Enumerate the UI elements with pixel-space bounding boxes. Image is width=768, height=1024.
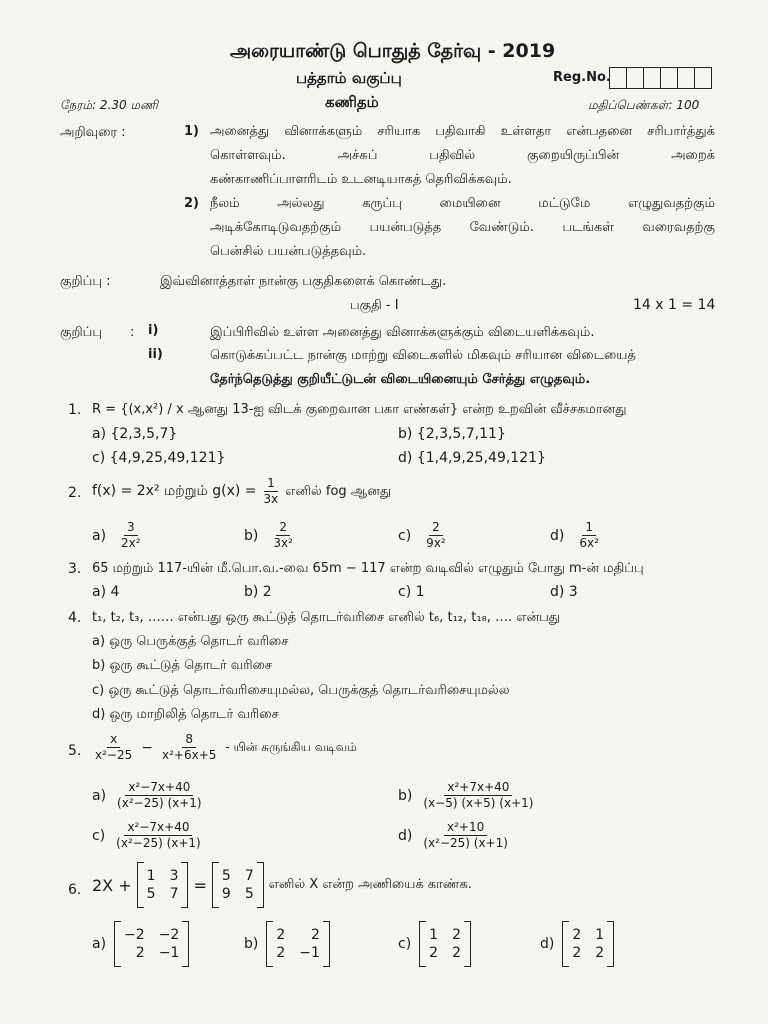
exam-title: அரையாண்டு பொதுத் தேர்வு - 2019 [230,40,556,62]
q4-option-b: b) ஒரு கூட்டுத் தொடர் வரிசை [92,658,273,673]
q1-option-d: d) {1,4,9,25,49,121} [398,450,546,466]
instruction-1-line-3: கண்காணிப்பாளரிடம் உடனடியாகத் தெரிவிக்கவும். [210,172,512,187]
q2-option-a-label: a) [92,527,107,544]
q3-option-c: c) 1 [398,584,425,600]
q5-stem [92,732,357,763]
q6-option-c-label: c) [398,936,412,952]
q6-option-a-cell: −2 [124,927,145,943]
q6-option-b-cell: 2 [276,945,286,961]
q5-f1-denominator: x²−25 [95,748,133,762]
q2-option-c-numerator: 2 [429,520,443,536]
q2-option-b-label: b) [244,527,259,544]
q2-option-a-fraction [118,520,144,551]
instruction-1-number: 1) [184,124,199,139]
q6-option-a-label: a) [92,936,107,952]
q5-option-d-label: d) [398,827,413,844]
q6-option-d-label: d) [540,936,555,952]
part-title: பகுதி - I [350,298,399,313]
q5-option-c-denominator: (x²−25) (x+1) [116,836,201,850]
reg-no-boxes[interactable] [609,67,712,89]
q6-matrix-1 [137,862,189,908]
q1-number: 1. [68,402,82,418]
q5-f1-numerator: x [107,732,120,748]
q5-option-b-fraction [420,780,536,811]
q6-option-d-cell: 2 [572,945,582,961]
q2-frac-numerator: 1 [264,476,278,492]
q5-option-d-denominator: (x²−25) (x+1) [423,836,508,850]
q6-m2-cell: 7 [244,868,254,884]
instruction-1-line-1: அனைத்து வினாக்களும் சரியாக பதிவாகி உள்ளதா என்பதனை சரிபார்த்துக் [210,124,715,139]
q2-option-b-denominator: 3x² [273,536,293,550]
q6-option-a-cell: −1 [158,945,180,961]
q2-frac-denominator: 3x [263,492,279,506]
note-label: குறிப்பு : [60,274,111,289]
q5-option-d [398,820,511,851]
q6-stem [92,862,472,908]
q6-option-d-matrix [562,921,614,967]
q5-option-a-denominator: (x²−25) (x+1) [117,796,202,810]
q2-post: எனில் fog ஆனது [285,483,392,499]
instructions-label: அறிவுரை : [60,125,126,140]
q6-pre: 2X + [92,875,132,895]
q5-option-c-fraction [113,820,204,851]
q5-fraction-1 [92,732,135,763]
q2-option-c-label: c) [398,527,412,544]
q2-pre: f(x) = 2x² மற்றும் g(x) = [92,482,257,499]
q5-option-d-fraction [420,820,511,851]
q6-option-b-matrix [266,921,330,967]
instruction-2 [210,192,715,264]
q5-option-b-label: b) [398,787,413,804]
instruction-2-line-3: பென்சில் பயன்படுத்தவும். [210,244,367,259]
q1-option-a: a) {2,3,5,7} [92,426,178,442]
q2-fraction [261,476,282,507]
q5-option-a [92,780,205,811]
q6-m1-cell: 1 [146,868,156,884]
q3-number: 3. [68,561,82,577]
q6-option-a [92,921,189,967]
q2-option-a-numerator: 3 [124,520,138,536]
q2-option-a-denominator: 2x² [121,536,141,550]
q6-m2-cell: 5 [221,868,231,884]
q5-f2-denominator: x²+6x+5 [161,748,217,762]
q6-equals: = [193,875,207,895]
q5-fraction-2 [159,732,219,763]
q5-option-a-fraction [114,780,205,811]
q2-option-b-numerator: 2 [276,520,290,536]
q6-option-a-cell: 2 [135,945,145,961]
part-note-label: குறிப்பு [60,325,103,340]
q2-option-d [550,520,602,551]
q4-text: t₁, t₂, t₃, …… என்பது ஒரு கூட்டுத் தொடர்வரிசை எனில் t₆, t₁₂, t₁₈, …. என்பது [92,610,561,625]
max-marks: மதிப்பெண்கள்: 100 [588,98,700,112]
q2-option-c-denominator: 9x² [426,536,446,550]
q5-f2-numerator: 8 [182,732,196,748]
exam-time: நேரம்: 2.30 மணி [60,98,158,112]
q5-number: 5. [68,743,82,759]
q5-option-c-label: c) [92,827,106,844]
q6-matrix-2 [212,862,264,908]
q6-option-c-cell: 1 [429,927,439,943]
q5-option-b [398,780,536,811]
q2-number: 2. [68,485,82,501]
part-note-2-line-1: கொடுக்கப்பட்ட நான்கு மாற்று விடைகளில் மிகவும் சரியான விடையைத் [210,348,636,363]
q6-option-d-cell: 2 [572,927,582,943]
q4-number: 4. [68,610,82,626]
q6-m1-cell: 7 [169,886,179,902]
part-note-2 [210,344,715,392]
q5-option-c-numerator: x²−7x+40 [124,820,192,836]
instruction-1 [210,120,715,192]
q4-option-d: d) ஒரு மாறிலித் தொடர் வரிசை [92,707,279,722]
part-note-2-number: ii) [148,347,163,362]
q2-option-a [92,520,144,551]
q5-option-c [92,820,204,851]
reg-no-label: Reg.No. [553,70,611,85]
q4-option-c: c) ஒரு கூட்டுத் தொடர்வரிசையுமல்ல, பெருக்குத் தொடர்வரிசையுமல்ல [92,683,510,698]
instruction-2-line-2: அடிக்கோடிடுவதற்கும் பயன்படுத்த வேண்டும். படங்கள் வரைவதற்கு [210,220,715,235]
q6-option-c-matrix [419,921,471,967]
q4-option-a: a) ஒரு பெருக்குத் தொடர் வரிசை [92,634,289,649]
q1-text: R = {(x,x²) / x ஆனது 13-ஐ விடக் குறைவான பகா எண்கள்} என்ற உறவின் வீச்சகமானது [92,402,627,417]
part-note-1-number: i) [148,323,159,338]
q3-option-a: a) 4 [92,584,120,600]
q6-option-a-cell: −2 [158,927,180,943]
instruction-2-line-1: நீலம் அல்லது கருப்பு மையினை மட்டுமே எழுதுவதற்கும் [210,196,715,211]
q6-option-c-cell: 2 [452,945,462,961]
q5-option-d-numerator: x²+10 [444,820,487,836]
q6-option-c [398,921,471,967]
q3-option-b: b) 2 [244,584,272,600]
subject-name: கணிதம் [325,93,379,111]
q6-option-c-cell: 2 [452,927,462,943]
q6-number: 6. [68,882,82,898]
q6-option-b-cell: −1 [299,945,320,961]
class-name: பத்தாம் வகுப்பு [296,69,402,87]
q6-post: எனில் X என்ற அணியைக் காண்க. [268,877,472,892]
part-note-colon: : [130,325,135,340]
q2-option-d-denominator: 6x² [579,536,599,550]
q6-m1-cell: 3 [169,868,179,884]
q6-option-d [540,921,614,967]
q6-option-b [244,921,330,967]
q2-stem [92,476,391,507]
q1-option-b: b) {2,3,5,7,11} [398,426,506,442]
q5-option-a-numerator: x²−7x+40 [125,780,193,796]
q6-option-d-cell: 1 [595,927,605,943]
q3-option-d: d) 3 [550,584,578,600]
q5-operator: − [141,739,153,756]
q2-option-b [244,520,296,551]
q2-option-c-fraction [423,520,449,551]
q3-text: 65 மற்றும் 117-யின் மீ.பொ.வ.-வை 65m − 117 என்ற வடிவில் எழுதும் போது m-ன் மதிப்பு [92,561,644,576]
part-note-1: இப்பிரிவில் உள்ள அனைத்து வினாக்களுக்கும் விடையளிக்கவும். [210,325,595,340]
q5-option-a-label: a) [92,787,107,804]
instruction-1-line-2: கொள்ளவும். அச்சுப் பதிவில் குறையிருப்பின் அறைக் [210,148,715,163]
q6-option-b-label: b) [244,936,259,952]
q2-option-c [398,520,449,551]
q6-m2-cell: 9 [221,886,231,902]
part-marks: 14 x 1 = 14 [633,297,716,313]
q2-option-d-numerator: 1 [582,520,596,536]
q6-m2-cell: 5 [244,886,254,902]
part-note-2-line-2: தேர்ந்தெடுத்து குறியீட்டுடன் விடையினையும் சேர்த்து எழுதவும். [210,372,591,387]
q1-option-c: c) {4,9,25,49,121} [92,450,226,466]
q5-option-b-numerator: x²+7x+40 [444,780,512,796]
q2-option-b-fraction [270,520,296,551]
note-text: இவ்வினாத்தாள் நான்கு பகுதிகளைக் கொண்டது. [160,274,447,289]
q6-option-d-cell: 2 [595,945,605,961]
q6-option-a-matrix [114,921,189,967]
q5-option-b-denominator: (x−5) (x+5) (x+1) [423,796,534,810]
q5-post: - யின் சுருங்கிய வடிவம் [225,739,357,754]
q6-option-b-cell: 2 [311,927,320,943]
instruction-2-number: 2) [184,196,199,211]
q2-option-d-fraction [576,520,602,551]
q6-m1-cell: 5 [146,886,156,902]
q6-option-c-cell: 2 [429,945,439,961]
q6-option-b-cell: 2 [276,927,286,943]
q2-option-d-label: d) [550,527,565,544]
